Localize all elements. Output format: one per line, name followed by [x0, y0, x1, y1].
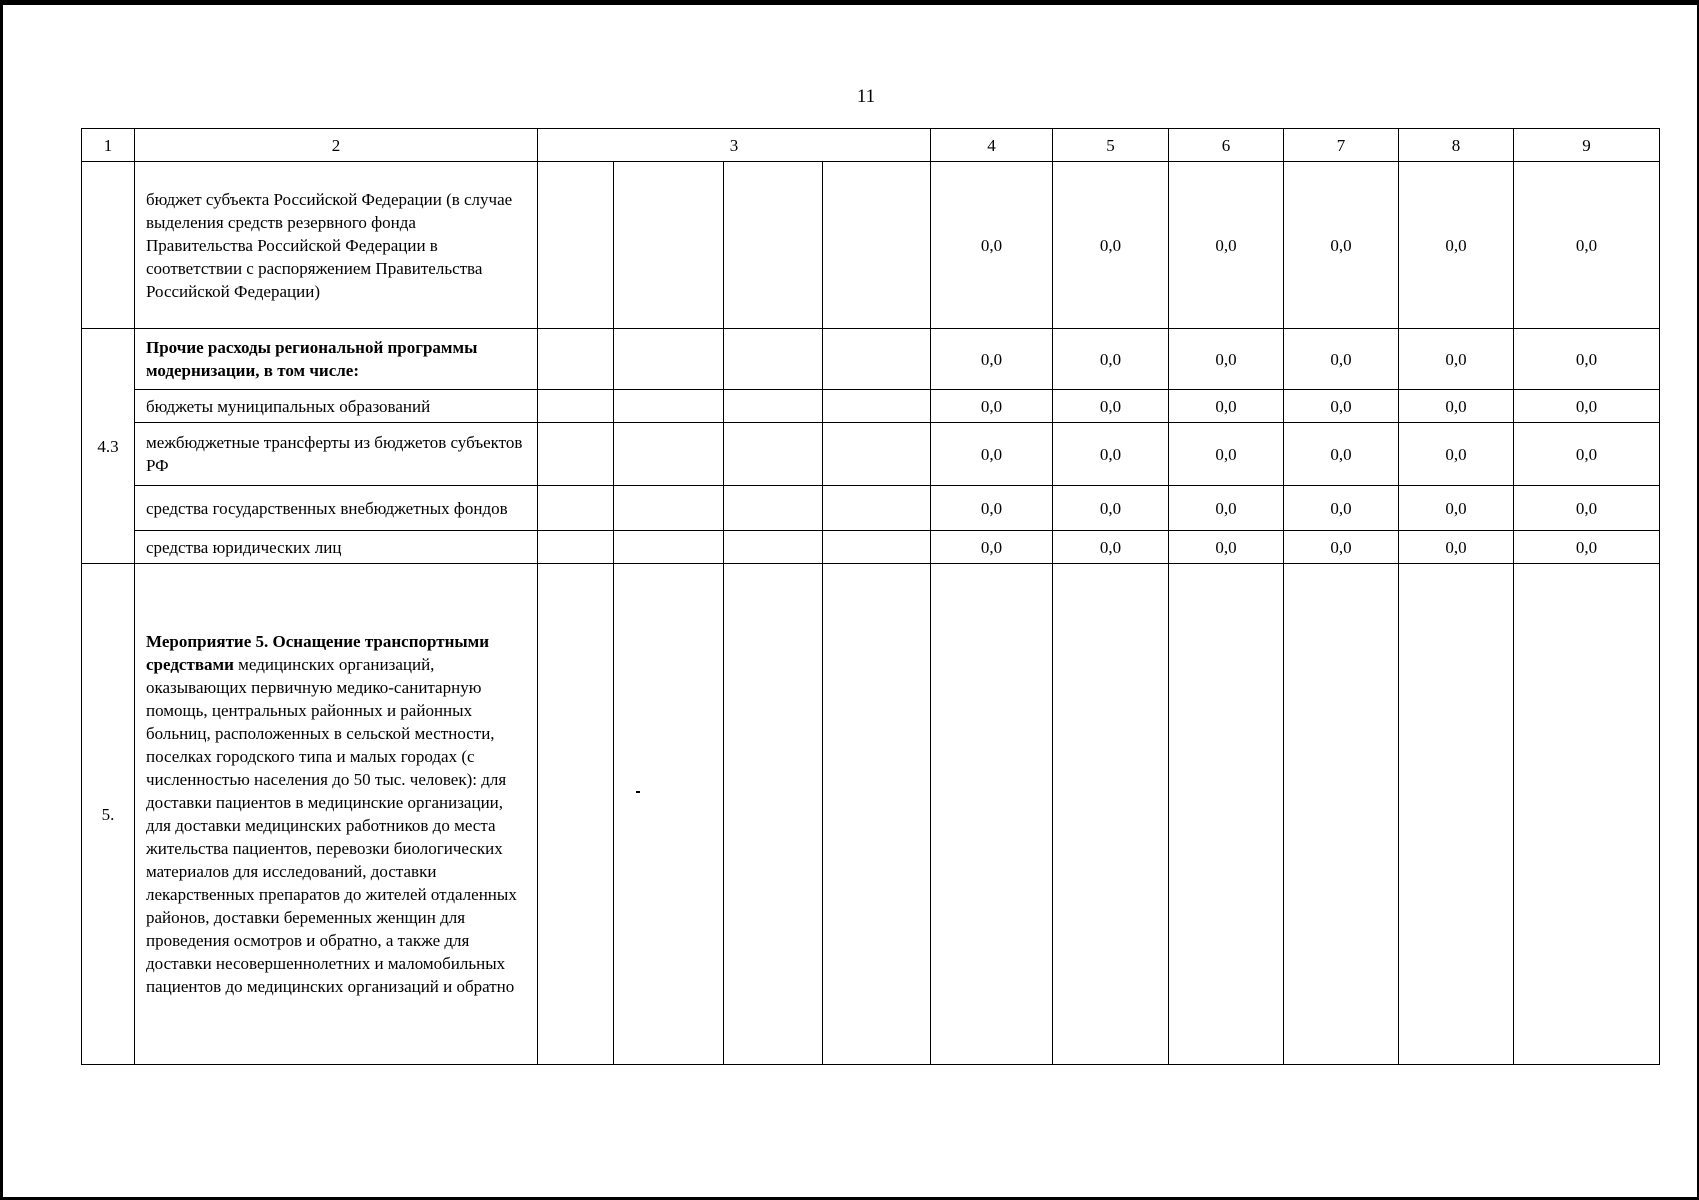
value-cell: 0,0	[1399, 329, 1514, 390]
value-cell: 0,0	[1053, 423, 1169, 486]
value-cell: 0,0	[931, 329, 1053, 390]
value-cell: 0,0	[931, 423, 1053, 486]
row-description: средства государственных внебюджетных фондов	[135, 486, 538, 531]
page-number: 11	[856, 86, 876, 107]
value-cell: 0,0	[1514, 531, 1660, 564]
row-number: 5.	[82, 564, 135, 1065]
value-cell: 0,0	[1284, 162, 1399, 329]
empty-cell	[823, 390, 931, 423]
empty-cell	[538, 390, 614, 423]
empty-cell	[538, 564, 614, 1065]
value-cell: 0,0	[1053, 486, 1169, 531]
table-row	[82, 531, 1660, 564]
table-row	[82, 423, 1660, 486]
row-description: средства юридических лиц	[135, 531, 538, 564]
table-row	[82, 329, 1660, 390]
row-description	[135, 564, 538, 1065]
empty-cell	[538, 329, 614, 390]
value-cell: 0,0	[1284, 531, 1399, 564]
header-cell-6: 6	[1169, 129, 1284, 162]
empty-cell	[724, 564, 823, 1065]
value-cell	[1514, 564, 1660, 1065]
value-cell: 0,0	[1514, 486, 1660, 531]
value-cell: 0,0	[1399, 423, 1514, 486]
empty-cell	[538, 162, 614, 329]
value-cell: 0,0	[1514, 390, 1660, 423]
empty-cell	[823, 329, 931, 390]
activity-text: медицинских организаций, оказывающих первичную медико-санитарную помощь, центральных районных и районных больниц, расположенных в сельской местности, поселках городского типа и малых городах (с численностью населения до 50 тыс. человек): для доставки пациентов в медицинские организации, для доставки медицинских работников до места жительства пациентов, перевозки биологических материалов для исследований, доставки лекарственных препаратов до жителей отдаленных районов, доставки беременных женщин для проведения осмотров и обратно, а также для доставки несовершеннолетних и маломобильных пациентов до медицинских организаций и обратно	[146, 655, 517, 996]
value-cell: 0,0	[1284, 423, 1399, 486]
empty-cell	[614, 390, 724, 423]
empty-cell	[614, 531, 724, 564]
value-cell: 0,0	[931, 531, 1053, 564]
header-cell-5: 5	[1053, 129, 1169, 162]
value-cell: 0,0	[1514, 423, 1660, 486]
row-description: бюджеты муниципальных образований	[135, 390, 538, 423]
value-cell: 0,0	[931, 162, 1053, 329]
header-cell-1: 1	[82, 129, 135, 162]
row-number: 4.3	[82, 329, 135, 564]
value-cell: 0,0	[1399, 162, 1514, 329]
value-cell: 0,0	[1169, 390, 1284, 423]
header-cell-7: 7	[1284, 129, 1399, 162]
value-cell: 0,0	[1169, 423, 1284, 486]
empty-cell	[724, 486, 823, 531]
empty-cell	[614, 423, 724, 486]
empty-cell	[538, 486, 614, 531]
row-description: межбюджетные трансферты из бюджетов субъектов РФ	[135, 423, 538, 486]
scan-speck	[636, 791, 640, 793]
empty-cell	[823, 486, 931, 531]
header-cell-9: 9	[1514, 129, 1660, 162]
value-cell: 0,0	[1169, 531, 1284, 564]
empty-cell	[538, 423, 614, 486]
value-cell: 0,0	[1399, 486, 1514, 531]
header-cell-8: 8	[1399, 129, 1514, 162]
value-cell	[931, 564, 1053, 1065]
value-cell: 0,0	[1284, 390, 1399, 423]
value-cell: 0,0	[1399, 531, 1514, 564]
empty-cell	[724, 390, 823, 423]
value-cell: 0,0	[1284, 329, 1399, 390]
value-cell: 0,0	[1053, 329, 1169, 390]
row-description: Прочие расходы региональной программы модернизации, в том числе:	[135, 329, 538, 390]
value-cell: 0,0	[1514, 162, 1660, 329]
empty-cell	[614, 329, 724, 390]
value-cell: 0,0	[1053, 531, 1169, 564]
financing-table	[81, 128, 1660, 1065]
value-cell: 0,0	[931, 486, 1053, 531]
value-cell	[1399, 564, 1514, 1065]
table-row	[82, 564, 1660, 1065]
empty-cell	[724, 531, 823, 564]
empty-cell	[724, 162, 823, 329]
scan-border-left	[0, 0, 3, 1200]
value-cell	[1284, 564, 1399, 1065]
empty-cell	[823, 531, 931, 564]
empty-cell	[614, 564, 724, 1065]
activity-title: Мероприятие 5. Оснащение транспортными средствами	[146, 632, 490, 674]
header-row	[82, 129, 1660, 162]
row-number	[82, 162, 135, 329]
value-cell: 0,0	[1284, 486, 1399, 531]
empty-cell	[724, 423, 823, 486]
value-cell: 0,0	[1053, 390, 1169, 423]
value-cell: 0,0	[1514, 329, 1660, 390]
table-row	[82, 162, 1660, 329]
empty-cell	[823, 423, 931, 486]
empty-cell	[538, 531, 614, 564]
table-row	[82, 390, 1660, 423]
empty-cell	[614, 162, 724, 329]
value-cell: 0,0	[1169, 162, 1284, 329]
value-cell: 0,0	[931, 390, 1053, 423]
value-cell: 0,0	[1169, 486, 1284, 531]
value-cell: 0,0	[1399, 390, 1514, 423]
value-cell	[1053, 564, 1169, 1065]
value-cell: 0,0	[1053, 162, 1169, 329]
scan-border-top	[0, 0, 1699, 5]
header-cell-2: 2	[135, 129, 538, 162]
empty-cell	[724, 329, 823, 390]
empty-cell	[823, 162, 931, 329]
value-cell: 0,0	[1169, 329, 1284, 390]
empty-cell	[823, 564, 931, 1065]
table-row	[82, 486, 1660, 531]
header-cell-4: 4	[931, 129, 1053, 162]
row-description: бюджет субъекта Российской Федерации (в случае выделения средств резервного фонда Правительства Российской Федерации в соответствии с распоряжением Правительства Российской Федерации)	[135, 162, 538, 329]
header-cell-3: 3	[538, 129, 931, 162]
value-cell	[1169, 564, 1284, 1065]
empty-cell	[614, 486, 724, 531]
